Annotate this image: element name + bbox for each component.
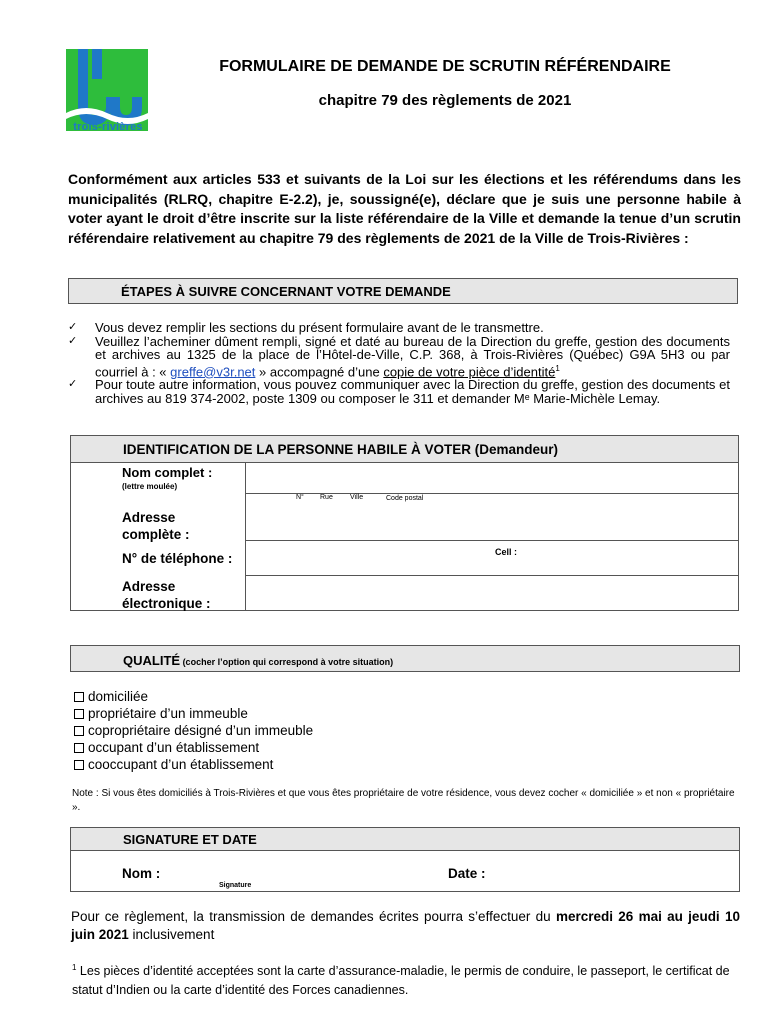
checkbox[interactable] — [74, 726, 84, 736]
signature-box[interactable] — [70, 850, 740, 892]
steps-heading: ÉTAPES À SUIVRE CONCERNANT VOTRE DEMANDE — [121, 284, 451, 299]
phone-field[interactable] — [245, 540, 739, 576]
qualite-option-occupant[interactable]: occupant d’un établissement — [74, 739, 313, 756]
address-city-caption: Ville — [350, 494, 364, 501]
checkmark-icon: ✓ — [68, 321, 78, 333]
identification-heading: IDENTIFICATION DE LA PERSONNE HABILE À VOTER — [123, 442, 472, 457]
footnote-text: Les pièces d’identité acceptées sont la carte d’assurance-maladie, le permis de conduire, le passeport, le certificat de statut d’Indien ou la carte d’identité des Forces canadiennes. — [72, 964, 730, 998]
signature-caption: Signature — [219, 882, 252, 889]
qualite-option-proprietaire[interactable]: propriétaire d’un immeuble — [74, 705, 313, 722]
checkbox[interactable] — [74, 709, 84, 719]
steps-list — [68, 321, 730, 405]
signature-heading: SIGNATURE ET DATE — [123, 832, 257, 847]
footnote-ref: 1 — [555, 363, 560, 373]
step-item: ✓ Veuillez l’acheminer dûment rempli, signé et daté au bureau de la Direction du greffe, gestion des documents et archives au 1325 de la place de l’Hôtel-de-Ville, C.P. 368, à Trois-Rivières (Québec) G9A 5H3 ou par courriel à : « greffe@v3r.net » accompagné d’une copie de votre pièce d’identité$^1$ — [68, 333, 730, 379]
id-copy-text: copie de votre pièce d’identité — [383, 363, 556, 379]
checkmark-icon: ✓ — [68, 334, 78, 347]
name-hint: (lettre moulée) — [122, 482, 178, 491]
phone-label: N° de téléphone : — [122, 551, 233, 566]
qualite-option-cooccupant[interactable]: cooccupant d’un établissement — [74, 756, 313, 773]
form-subtitle: chapitre 79 des règlements de 2021 — [318, 92, 572, 109]
signature-date-label: Date : — [448, 866, 486, 881]
qualite-options — [74, 688, 313, 773]
step-item: ✓ Vous devez remplir les sections du présent formulaire avant de le transmettre. — [68, 320, 544, 335]
footnote — [72, 958, 742, 1000]
footnote-mark: 1 — [72, 963, 77, 972]
checkbox[interactable] — [74, 743, 84, 753]
qualite-heading: QUALITÉ — [123, 653, 181, 668]
name-field[interactable] — [245, 462, 739, 494]
intro-declaration: Conformément aux articles 533 et suivants de la Loi sur les élections et les référendums dans les municipalités (RLRQ, chapitre E-2.2), je, soussigné(e), déclare que je suis une personne habile à voter ayant le droit d’être inscrite sur la liste référendaire de la Ville et demande la tenue d’un scrutin référendaire relativement au chapitre 79 des règlements de 2021 de la Ville de Trois-Rivières : — [68, 171, 741, 246]
step-item: ✓ Pour toute autre information, vous pouvez communiquer avec la Direction du greffe, gestion des documents et archives au 819 374-2002, poste 1309 ou composer le 311 et demander Mᵉ Marie-Michèle Lemay. — [68, 377, 730, 406]
logo-wordmark: trois-rivières — [73, 121, 143, 133]
submission-period-text: Pour ce règlement, la transmission de demandes écrites pourra s’effectuer du mercredi 26 mai au jeudi 10 juin 2021 inclusivement — [71, 909, 740, 942]
address-street-caption: Rue — [320, 494, 333, 501]
qualite-option-coproprietaire[interactable]: copropriétaire désigné d’un immeuble — [74, 722, 313, 739]
signature-name-label: Nom : — [122, 866, 161, 881]
identification-heading-bar: IDENTIFICATION DE LA PERSONNE HABILE À VOTER (Demandeur) — [70, 435, 739, 463]
name-label: Nom complet : — [122, 465, 213, 480]
address-label: Adresse complète : — [122, 510, 190, 542]
checkbox[interactable] — [74, 760, 84, 770]
note-text: Note : Si vous êtes domiciliés à Trois-Rivières et que vous êtes propriétaire de votre résidence, vous devez cocher « domiciliée » et non « propriétaire ». — [72, 788, 735, 813]
cell-label: Cell : — [495, 547, 518, 557]
qualite-heading-bar — [70, 645, 740, 672]
form-title: FORMULAIRE DE DEMANDE DE SCRUTIN RÉFÉRENDAIRE — [219, 58, 671, 75]
qualite-hint: (cocher l’option qui correspond à votre situation) — [180, 657, 394, 667]
qualite-option-domiciliee[interactable]: domiciliée — [74, 688, 313, 705]
address-number-caption: N° — [296, 494, 304, 501]
checkbox[interactable] — [74, 692, 84, 702]
submission-dates: mercredi 26 mai au jeudi 10 juin 2021 — [71, 909, 740, 942]
email-label: Adresse électronique : — [122, 579, 211, 611]
checkmark-icon: ✓ — [68, 378, 78, 391]
address-postal-caption: Code postal — [386, 495, 424, 502]
email-field[interactable] — [245, 575, 739, 611]
signature-heading-bar — [70, 827, 740, 851]
steps-heading-bar — [68, 278, 738, 304]
email-link[interactable]: greffe@v3r.net — [170, 363, 256, 379]
